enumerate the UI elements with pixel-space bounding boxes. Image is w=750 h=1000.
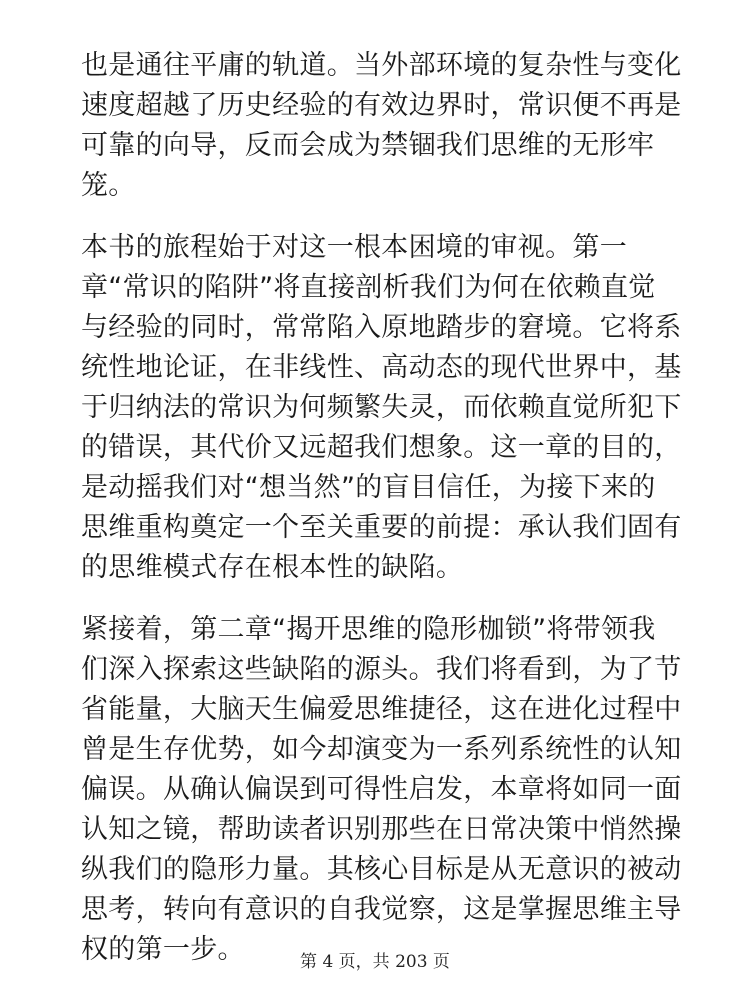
text-line: 们深入探索这些缺陷的源头。我们将看到，为了节 [81,654,682,685]
paragraph-2 [81,228,682,588]
text-line: 本书的旅程始于对这一根本困境的审视。第一 [81,232,627,263]
text-line: 章“常识的陷阱”将直接剖析我们为何在依赖直觉 [81,272,656,303]
text-line: 可靠的向导，反而会成为禁锢我们思维的无形牢 [81,130,655,161]
paragraph-3 [81,610,682,970]
page-number: 第 4 页，共 203 页 [300,952,450,972]
text-line: 偏误。从确认偏误到可得性启发，本章将如同一面 [81,774,682,805]
paragraph-1 [81,46,682,206]
text-line: 思维重构奠定一个至关重要的前提：承认我们固有 [81,512,682,543]
text-line: 曾是生存优势，如今却演变为一系列系统性的认知 [81,734,682,765]
text-line: 纵我们的隐形力量。其核心目标是从无意识的被动 [81,854,682,885]
text-line: 统性地论证，在非线性、高动态的现代世界中，基 [81,352,682,383]
text-line: 思考，转向有意识的自我觉察，这是掌握思维主导 [81,894,682,925]
body-text [81,46,682,970]
text-line: 认知之镜，帮助读者识别那些在日常决策中悄然操 [81,814,682,845]
text-line: 是动摇我们对“想当然”的盲目信任，为接下来的 [81,472,656,503]
text-line: 也是通往平庸的轨道。当外部环境的复杂性与变化 [81,50,682,81]
text-line: 于归纳法的常识为何频繁失灵，而依赖直觉所犯下 [81,392,682,423]
text-line: 的错误，其代价又远超我们想象。这一章的目的， [81,432,682,463]
text-line: 权的第一步。 [81,934,245,965]
text-line: 省能量，大脑天生偏爱思维捷径，这在进化过程中 [81,694,682,725]
text-line: 紧接着，第二章“揭开思维的隐形枷锁”将带领我 [81,614,656,645]
text-line: 笼。 [81,170,136,201]
text-line: 速度超越了历史经验的有效边界时，常识便不再是 [81,90,682,121]
text-line: 与经验的同时，常常陷入原地踏步的窘境。它将系 [81,312,682,343]
text-line: 的思维模式存在根本性的缺陷。 [81,552,464,583]
